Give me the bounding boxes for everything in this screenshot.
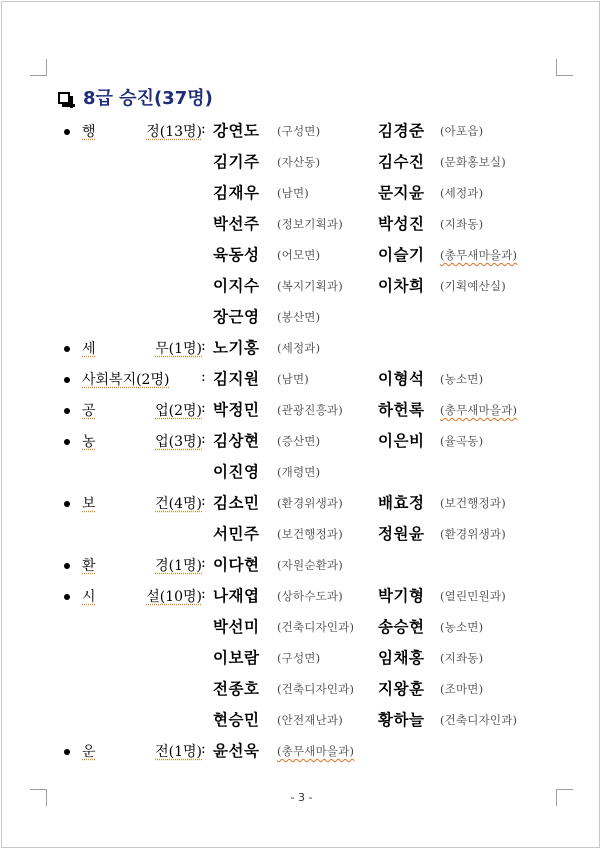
person-name: 윤선욱 <box>213 741 260 760</box>
category-part-b: 건(4명) <box>155 496 202 512</box>
list-item <box>0 211 603 242</box>
person-name: 현승민 <box>213 710 260 729</box>
category-label <box>82 400 202 420</box>
list-item <box>0 583 603 614</box>
person-name: 노기홍 <box>213 338 260 357</box>
bullet-icon <box>64 439 70 445</box>
department-label: (상하수도과) <box>277 589 343 603</box>
category-part-b: 업(2명) <box>155 403 202 419</box>
person-name: 나재엽 <box>213 586 260 605</box>
person-name: 지왕훈 <box>378 679 425 698</box>
department-label: (세정과) <box>440 186 484 200</box>
department-label: (총무새마을과) <box>440 248 518 262</box>
list-item <box>0 459 603 490</box>
category-part-a: 시 <box>82 589 96 605</box>
category-part-a: 운 <box>82 744 96 760</box>
department-label: (봉산면) <box>277 310 321 324</box>
colon-separator: : <box>201 586 206 602</box>
person-name: 하헌록 <box>378 400 425 419</box>
department-label: (열린민원과) <box>440 589 506 603</box>
category-part-a: 사회복지(2명) <box>82 372 170 388</box>
list-item <box>0 490 603 521</box>
list-item <box>0 428 603 459</box>
list-item <box>0 118 603 149</box>
colon-separator: : <box>201 121 206 137</box>
department-label: (건축디자인과) <box>277 682 355 696</box>
person-name: 김소민 <box>213 493 260 512</box>
department-label: (건축디자인과) <box>440 713 518 727</box>
person-name: 황하늘 <box>378 710 425 729</box>
category-label <box>82 741 202 761</box>
department-label: (총무새마을과) <box>277 744 355 758</box>
category-part-b: 경(1명) <box>155 558 202 574</box>
person-name: 김수진 <box>378 152 425 171</box>
crop-mark-top-right <box>556 59 573 76</box>
department-label: (남면) <box>277 372 309 386</box>
category-part-a: 공 <box>82 403 96 419</box>
category-part-a: 세 <box>82 341 96 357</box>
colon-separator: : <box>201 369 206 385</box>
person-name: 서민주 <box>213 524 260 543</box>
bullet-icon <box>64 377 70 383</box>
category-part-b: 무(1명) <box>155 341 202 357</box>
person-name: 배효정 <box>378 493 425 512</box>
bullet-icon <box>64 563 70 569</box>
category-label <box>82 338 202 358</box>
category-part-a: 환 <box>82 558 96 574</box>
list-item <box>0 552 603 583</box>
list-item <box>0 273 603 304</box>
list-item <box>0 521 603 552</box>
category-label <box>82 369 202 389</box>
person-name: 이진영 <box>213 462 260 481</box>
category-part-b: 전(1명) <box>155 744 202 760</box>
department-label: (아포읍) <box>440 124 484 138</box>
person-name: 전종호 <box>213 679 260 698</box>
department-label: (조마면) <box>440 682 484 696</box>
person-name: 김경준 <box>378 121 425 140</box>
department-label: (구성면) <box>277 651 321 665</box>
category-label <box>82 431 202 451</box>
person-name: 이차희 <box>378 276 425 295</box>
person-name: 이다현 <box>213 555 260 574</box>
category-label <box>82 586 202 606</box>
department-label: (남면) <box>277 186 309 200</box>
person-name: 이형석 <box>378 369 425 388</box>
bullet-icon <box>64 501 70 507</box>
list-item <box>0 180 603 211</box>
department-label: (농소면) <box>440 620 484 634</box>
department-label: (환경위생과) <box>440 527 506 541</box>
department-label: (어모면) <box>277 248 321 262</box>
list-item <box>0 366 603 397</box>
colon-separator: : <box>201 555 206 571</box>
person-name: 박성진 <box>378 214 425 233</box>
department-label: (환경위생과) <box>277 496 343 510</box>
department-label: (안전재난과) <box>277 713 343 727</box>
person-name: 박정민 <box>213 400 260 419</box>
department-label: (관광진흥과) <box>277 403 343 417</box>
department-label: (문화홍보실) <box>440 155 506 169</box>
checkbox-icon <box>58 92 70 104</box>
department-label: (기획예산실) <box>440 279 506 293</box>
list-item <box>0 707 603 738</box>
person-name: 이보람 <box>213 648 260 667</box>
list-item <box>0 335 603 366</box>
person-name: 이은비 <box>378 431 425 450</box>
list-item <box>0 149 603 180</box>
person-name: 박선미 <box>213 617 260 636</box>
person-name: 강연도 <box>213 121 260 140</box>
promotion-list <box>0 118 603 769</box>
department-label: (증산면) <box>277 434 321 448</box>
person-name: 송승현 <box>378 617 425 636</box>
page-number: - 3 - <box>290 791 313 804</box>
person-name: 김지원 <box>213 369 260 388</box>
section-heading <box>58 84 213 110</box>
category-part-b: 정(13명) <box>146 124 202 140</box>
person-name: 김상현 <box>213 431 260 450</box>
list-item <box>0 242 603 273</box>
list-item <box>0 397 603 428</box>
bullet-icon <box>64 749 70 755</box>
department-label: (총무새마을과) <box>440 403 518 417</box>
category-label <box>82 121 202 141</box>
category-part-b: 설(10명) <box>146 589 202 605</box>
department-label: (건축디자인과) <box>277 620 355 634</box>
person-name: 문지윤 <box>378 183 425 202</box>
category-part-a: 보 <box>82 496 96 512</box>
bullet-icon <box>64 594 70 600</box>
department-label: (정보기획과) <box>277 217 343 231</box>
department-label: (율곡동) <box>440 434 484 448</box>
person-name: 김재우 <box>213 183 260 202</box>
department-label: (보건행정과) <box>277 527 343 541</box>
colon-separator: : <box>201 741 206 757</box>
department-label: (자원순환과) <box>277 558 343 572</box>
department-label: (개령면) <box>277 465 321 479</box>
department-label: (자산동) <box>277 155 321 169</box>
person-name: 박선주 <box>213 214 260 233</box>
person-name: 장근영 <box>213 307 260 326</box>
department-label: (지좌동) <box>440 651 484 665</box>
category-label <box>82 555 202 575</box>
department-label: (농소면) <box>440 372 484 386</box>
section-title-text: 8급 승진(37명) <box>83 88 213 109</box>
person-name: 김기주 <box>213 152 260 171</box>
person-name: 이지수 <box>213 276 260 295</box>
bullet-icon <box>64 129 70 135</box>
person-name: 육동성 <box>213 245 260 264</box>
person-name: 정원윤 <box>378 524 425 543</box>
department-label: (복지기획과) <box>277 279 343 293</box>
department-label: (보건행정과) <box>440 496 506 510</box>
department-label: (세정과) <box>277 341 321 355</box>
list-item <box>0 645 603 676</box>
bullet-icon <box>64 346 70 352</box>
department-label: (구성면) <box>277 124 321 138</box>
category-part-a: 농 <box>82 434 96 450</box>
list-item <box>0 676 603 707</box>
category-part-a: 행 <box>82 124 96 140</box>
category-part-b: 업(3명) <box>155 434 202 450</box>
bullet-icon <box>64 408 70 414</box>
person-name: 임채홍 <box>378 648 425 667</box>
person-name: 박기형 <box>378 586 425 605</box>
colon-separator: : <box>201 431 206 447</box>
list-item <box>0 614 603 645</box>
list-item <box>0 738 603 769</box>
person-name: 이슬기 <box>378 245 425 264</box>
colon-separator: : <box>201 338 206 354</box>
list-item <box>0 304 603 335</box>
colon-separator: : <box>201 493 206 509</box>
category-label <box>82 493 202 513</box>
crop-mark-top-left <box>30 59 47 76</box>
colon-separator: : <box>201 400 206 416</box>
department-label: (지좌동) <box>440 217 484 231</box>
